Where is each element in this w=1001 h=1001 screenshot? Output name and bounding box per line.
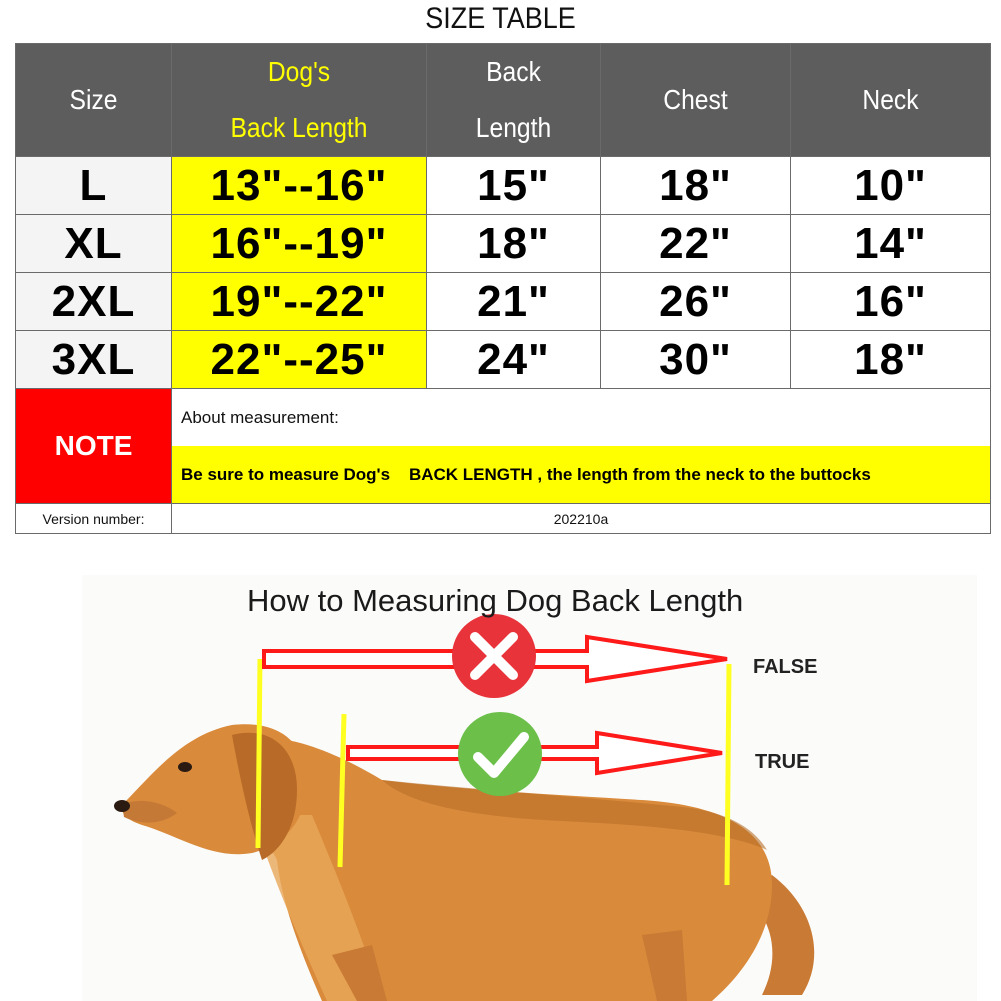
cell-neck: 10" — [791, 157, 991, 215]
about-measurement — [172, 389, 991, 504]
about-title: About measurement: — [172, 389, 990, 446]
table-row — [16, 157, 991, 215]
cell-chest: 30" — [601, 331, 791, 389]
version-label: Version number: — [16, 504, 172, 534]
cell-size: 2XL — [16, 273, 172, 331]
cross-icon — [452, 614, 536, 698]
cell-dog-back-length: 13"--16" — [172, 157, 427, 215]
dog-illustration — [82, 575, 977, 1001]
cell-dog-back-length: 16"--19" — [172, 215, 427, 273]
end-line — [727, 664, 729, 885]
version-value: 202210a — [172, 504, 991, 534]
check-icon — [458, 712, 542, 796]
cell-back-length: 18" — [427, 215, 601, 273]
header-back-line1: Back — [486, 56, 541, 87]
table-row — [16, 273, 991, 331]
cell-neck: 16" — [791, 273, 991, 331]
header-dog-back-line1: Dog's — [267, 56, 331, 87]
cell-dog-back-length: 19"--22" — [172, 273, 427, 331]
false-start-line — [258, 659, 260, 848]
version-row — [16, 504, 991, 534]
true-label: TRUE — [755, 751, 810, 773]
header-size: Size — [16, 44, 172, 157]
false-label: FALSE — [753, 656, 818, 678]
cell-dog-back-length: 22"--25" — [172, 331, 427, 389]
header-back-line2: Length — [475, 112, 552, 143]
cell-back-length: 24" — [427, 331, 601, 389]
header-dog-back-line2: Back Length — [230, 112, 368, 143]
header-chest: Chest — [601, 44, 791, 157]
cell-size: L — [16, 157, 172, 215]
cell-back-length: 15" — [427, 157, 601, 215]
header-dog-back-length — [172, 44, 427, 157]
header-back-length — [427, 44, 601, 157]
note-label: NOTE — [16, 389, 172, 504]
cell-neck: 14" — [791, 215, 991, 273]
measurement-title: How to Measuring Dog Back Length — [247, 583, 744, 618]
page-title: SIZE TABLE — [425, 2, 576, 35]
cell-neck: 18" — [791, 331, 991, 389]
size-table — [15, 43, 991, 534]
cell-size: XL — [16, 215, 172, 273]
measurement-guide — [82, 575, 977, 1001]
cell-chest: 18" — [601, 157, 791, 215]
table-row — [16, 215, 991, 273]
size-table-container — [15, 43, 990, 538]
cell-back-length: 21" — [427, 273, 601, 331]
cell-chest: 26" — [601, 273, 791, 331]
about-text: Be sure to measure Dog's BACK LENGTH , the length from the neck to the buttocks — [172, 446, 990, 503]
note-row — [16, 389, 991, 504]
cell-chest: 22" — [601, 215, 791, 273]
cell-size: 3XL — [16, 331, 172, 389]
table-row — [16, 331, 991, 389]
header-neck: Neck — [791, 44, 991, 157]
table-header-row — [16, 44, 991, 157]
